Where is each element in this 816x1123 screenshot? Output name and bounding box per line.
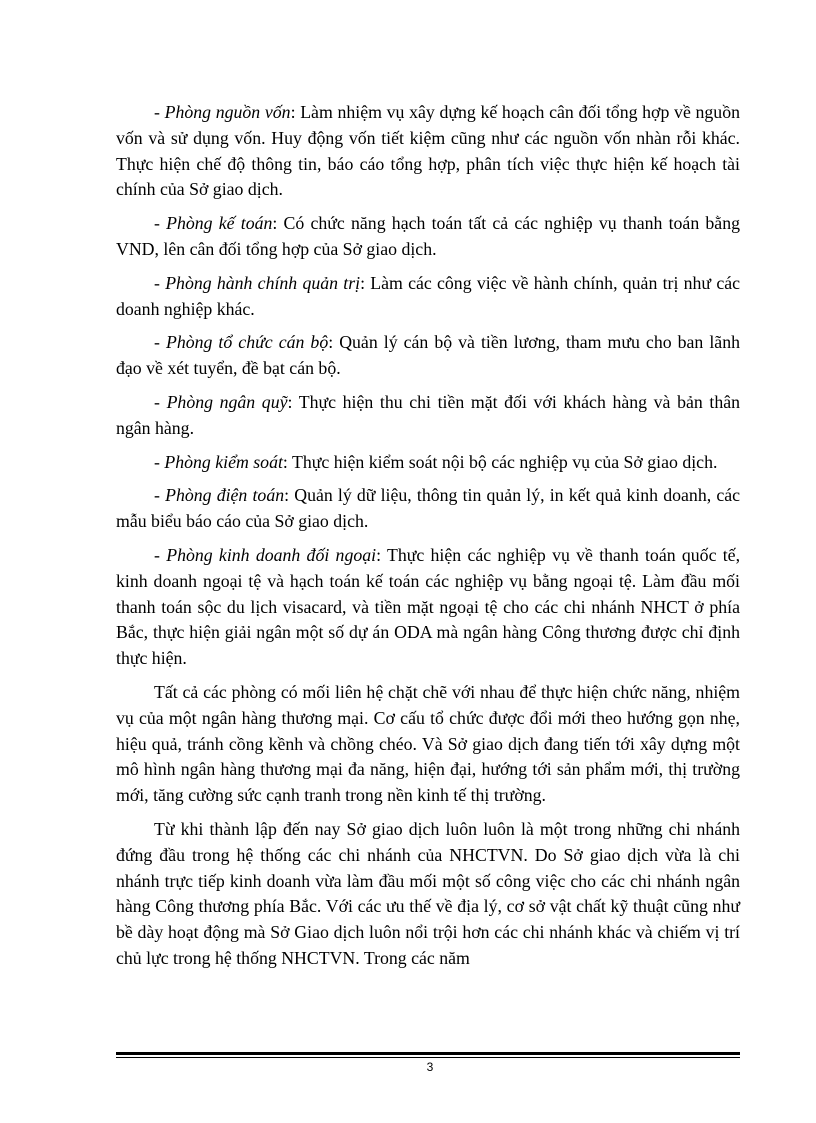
bullet-dash: - [154, 102, 165, 122]
bullet-dash: - [154, 332, 166, 353]
document-body [116, 100, 740, 980]
footer-divider-thin [116, 1057, 740, 1058]
department-name: Phòng kinh doanh đối ngoại [166, 544, 377, 565]
bullet-dash: - [154, 213, 167, 234]
bullet-dash: - [154, 485, 166, 506]
paragraph-text: Từ khi thành lập đến nay Sở giao dịch luôn luôn là một trong những chi nhánh đứng đầu trong hệ thống các chi nhánh của NHCTVN. Do Sở giao dịch vừa là chi nhánh trực tiếp kinh doanh vừa làm đầu mối một số công việc cho các chi nhánh ngân hàng Công thương phía Bắc. Với các ưu thế về địa lý, cơ sở vật chất kỹ thuật cũng như bề dày hoạt động mà Sở Giao dịch luôn nổi trội hơn các chi nhánh khác và chiếm vị trí chủ lực trong hệ thống NHCTVN. Trong các năm [116, 818, 740, 968]
bullet-dash: - [154, 544, 167, 565]
department-name: Phòng điện toán [165, 485, 285, 506]
paragraph-phong-kinh-doanh-doi-ngoai [116, 543, 740, 672]
department-description: : Quản lý cán bộ và tiền lương, tham mưu cho ban lãnh đạo về xét tuyển, đề bạt cán bộ. [116, 332, 740, 379]
paragraph-phong-ke-toan [116, 211, 740, 263]
department-name: Phòng hành chính quản trị [165, 272, 361, 293]
footer-divider-thick [116, 1052, 740, 1055]
department-name: Phòng ngân quỹ [166, 391, 288, 412]
bullet-dash: - [154, 272, 166, 293]
department-description: : Làm các công việc về hành chính, quản trị như các doanh nghiệp khác. [116, 272, 740, 319]
paragraph-phong-hanh-chinh [116, 271, 740, 323]
paragraph-phong-ngan-quy [116, 390, 740, 442]
bullet-dash: - [154, 391, 167, 412]
department-name: Phòng tổ chức cán bộ [165, 332, 329, 353]
paragraph-phong-dien-toan [116, 483, 740, 535]
department-description: : Quản lý dữ liệu, thông tin quản lý, in kết quả kinh doanh, các mẫu biểu báo cáo của Sở giao dịch. [116, 485, 740, 532]
page-number: 3 [426, 1060, 434, 1074]
department-name: Phòng nguồn vốn [164, 102, 291, 122]
department-name: Phòng kiểm soát [164, 451, 283, 472]
department-description: : Thực hiện các nghiệp vụ về thanh toán quốc tế, kinh doanh ngoại tệ và hạch toán kế toán các nghiệp vụ bằng ngoại tệ. Làm đầu mối thanh toán sộc du lịch visacard, và tiền mặt ngoại tệ cho các chi nhánh NHCT ở phía Bắc, thực hiện giải ngân một số dự án ODA mà ngân hàng Công thương được chỉ định thực hiện. [116, 544, 741, 669]
department-name: Phòng kế toán [166, 213, 273, 234]
department-description: : Thực hiện thu chi tiền mặt đối với khách hàng và bản thân ngân hàng. [116, 391, 740, 438]
paragraph-phong-nguon-von [116, 100, 740, 203]
bullet-dash: - [154, 451, 165, 472]
paragraph-text: Tất cả các phòng có mối liên hệ chặt chẽ với nhau để thực hiện chức năng, nhiệm vụ của một ngân hàng thương mại. Cơ cấu tổ chức được đổi mới theo hướng gọn nhẹ, hiệu quả, tránh cồng kềnh và chồng chéo. Và Sở giao dịch đang tiến tới xây dựng một mô hình ngân hàng thương mại đa năng, hiện đại, hướng tới sản phẩm mới, thị trường mới, tăng cường sức cạnh tranh trong nền kinh tế thị trường. [116, 681, 740, 806]
paragraph-phong-kiem-soat [116, 450, 740, 476]
paragraph-phong-to-chuc [116, 330, 740, 382]
paragraph-history [116, 817, 740, 972]
department-description: : Làm nhiệm vụ xây dựng kế hoạch cân đối tổng hợp về nguồn vốn và sử dụng vốn. Huy động vốn tiết kiệm cũng như các nguồn vốn nhàn rỗi khác. Thực hiện chế độ thông tin, báo cáo tổng hợp, phân tích việc thực hiện kế hoạch tài chính của Sở giao dịch. [116, 102, 740, 200]
paragraph-summary-departments [116, 680, 740, 809]
department-description: : Thực hiện kiểm soát nội bộ các nghiệp vụ của Sở giao dịch. [282, 451, 718, 472]
department-description: : Có chức năng hạch toán tất cả các nghiệp vụ thanh toán bằng VND, lên cân đối tổng hợp của Sở giao dịch. [116, 213, 740, 259]
